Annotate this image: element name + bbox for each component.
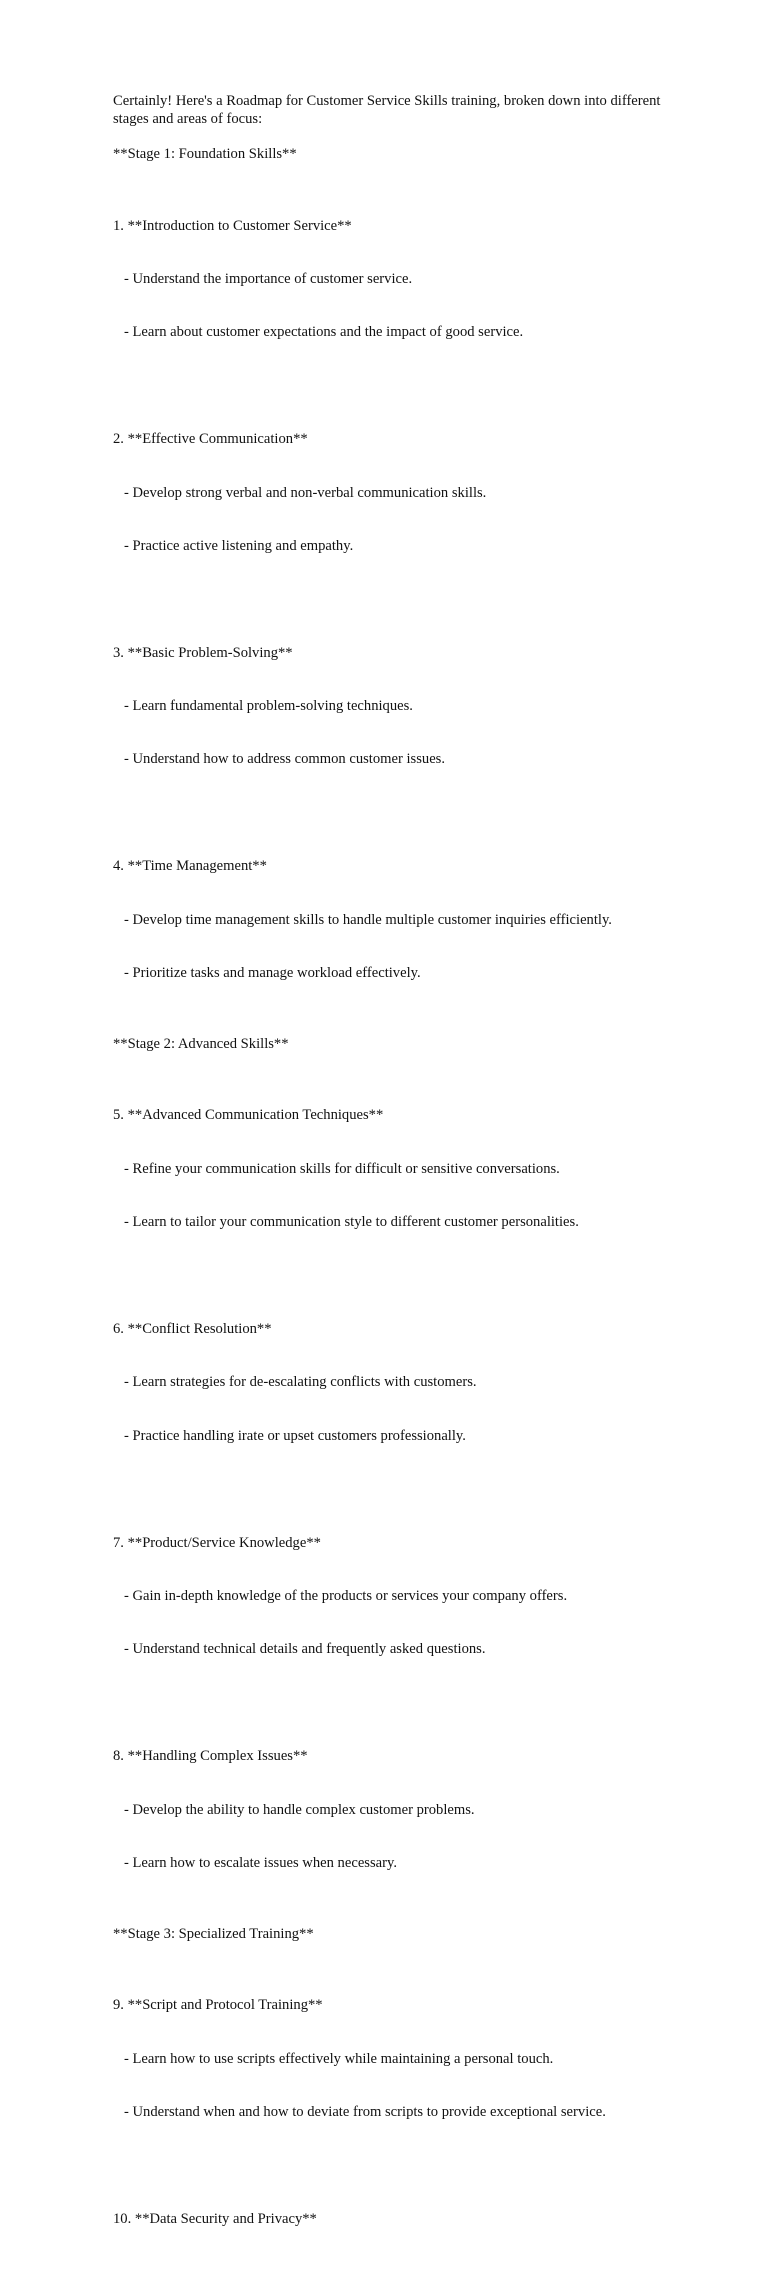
roadmap-bullet: - Prioritize tasks and manage workload effectively. xyxy=(124,965,421,982)
roadmap-item-3 xyxy=(113,609,673,805)
roadmap-item-8 xyxy=(113,1713,673,1909)
roadmap-bullet: - Understand when and how to deviate from scripts to provide exceptional service. xyxy=(124,2104,606,2121)
roadmap-item-2 xyxy=(113,396,673,592)
stage-3-heading: **Stage 3: Specialized Training** xyxy=(113,1926,314,1943)
roadmap-bullet: - Learn fundamental problem-solving techniques. xyxy=(124,698,413,715)
roadmap-item-title: 9. **Script and Protocol Training** xyxy=(113,1997,323,2014)
roadmap-bullet: - Learn how to use scripts effectively while maintaining a personal touch. xyxy=(124,2050,554,2067)
roadmap-item-title: 5. **Advanced Communication Techniques** xyxy=(113,1107,384,1124)
roadmap-item-title: 8. **Handling Complex Issues** xyxy=(113,1748,308,1765)
roadmap-bullet: - Understand technical details and frequently asked questions. xyxy=(124,1641,486,1658)
roadmap-bullet: - Learn about customer expectations and the impact of good service. xyxy=(124,324,524,341)
roadmap-bullet: - Practice active listening and empathy. xyxy=(124,537,354,554)
roadmap-bullet: - Develop time management skills to handle multiple customer inquiries efficiently. xyxy=(124,911,612,928)
roadmap-bullet: - Learn strategies for de-escalating conflicts with customers. xyxy=(124,1374,477,1391)
roadmap-item-9 xyxy=(113,1962,673,2158)
stage-2-heading: **Stage 2: Advanced Skills** xyxy=(113,1036,289,1053)
roadmap-item-4 xyxy=(113,823,673,1019)
roadmap-item-title: 10. **Data Security and Privacy** xyxy=(113,2210,317,2227)
roadmap-item-6 xyxy=(113,1285,673,1481)
roadmap-bullet: - Refine your communication skills for difficult or sensitive conversations. xyxy=(124,1160,560,1177)
roadmap-bullet: - Learn how to escalate issues when necessary. xyxy=(124,1854,397,1871)
roadmap-item-title: 6. **Conflict Resolution** xyxy=(113,1320,272,1337)
roadmap-item-7 xyxy=(113,1499,673,1695)
roadmap-item-1 xyxy=(113,182,673,378)
roadmap-bullet: - Practice handling irate or upset customers professionally. xyxy=(124,1427,466,1444)
stage-1-heading: **Stage 1: Foundation Skills** xyxy=(113,146,297,163)
document-page xyxy=(113,93,673,2282)
intro-paragraph: Certainly! Here's a Roadmap for Customer Service Skills training, broken down into different stages and areas of focus: xyxy=(113,93,665,127)
roadmap-item-title: 3. **Basic Problem-Solving** xyxy=(113,644,293,661)
roadmap-bullet: - Understand how to address common customer issues. xyxy=(124,751,446,768)
roadmap-item-title: 1. **Introduction to Customer Service** xyxy=(113,217,352,234)
roadmap-bullet: - Learn to tailor your communication style to different customer personalities. xyxy=(124,1214,579,1231)
roadmap-bullet: - Develop the ability to handle complex customer problems. xyxy=(124,1801,475,1818)
roadmap-bullet: - Understand the importance of customer service. xyxy=(124,270,413,287)
roadmap-item-10 xyxy=(113,2175,673,2264)
roadmap-item-title: 2. **Effective Communication** xyxy=(113,431,308,448)
roadmap-item-5 xyxy=(113,1072,673,1268)
roadmap-bullet: - Develop strong verbal and non-verbal communication skills. xyxy=(124,484,487,501)
roadmap-item-title: 7. **Product/Service Knowledge** xyxy=(113,1534,321,1551)
roadmap-bullet: - Gain in-depth knowledge of the products or services your company offers. xyxy=(124,1587,568,1604)
roadmap-item-title: 4. **Time Management** xyxy=(113,858,267,875)
